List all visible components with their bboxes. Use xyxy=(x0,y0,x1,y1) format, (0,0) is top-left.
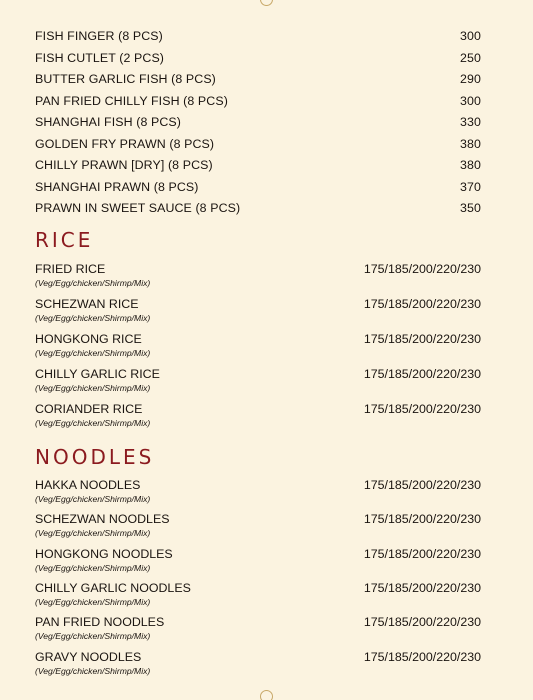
item-name: BUTTER GARLIC FISH (8 PCS) xyxy=(35,72,216,86)
menu-item-pan-fried-chilly-fish xyxy=(35,94,481,109)
item-name: PAN FRIED CHILLY FISH (8 PCS) xyxy=(35,93,228,108)
item-variants: (Veg/Egg/chicken/Shirmp/Mix) xyxy=(35,313,151,323)
item-name: CHILLY GARLIC NOODLES xyxy=(35,581,191,595)
item-variants: (Veg/Egg/chicken/Shirmp/Mix) xyxy=(35,348,151,358)
item-price: 370 xyxy=(460,179,481,194)
item-name: SCHEZWAN NOODLES xyxy=(35,512,170,526)
menu-item-fish-finger xyxy=(35,29,481,44)
item-name: PAN FRIED NOODLES xyxy=(35,615,165,629)
item-name: PRAWN IN SWEET SAUCE (8 PCS) xyxy=(35,201,241,215)
item-price: 290 xyxy=(460,72,481,86)
item-price: 330 xyxy=(460,115,481,129)
menu-item-shanghai-prawn xyxy=(35,180,481,195)
item-variants: (Veg/Egg/chicken/Shirmp/Mix) xyxy=(35,383,151,393)
item-price: 250 xyxy=(460,50,481,65)
menu-item-chilly-garlic-rice xyxy=(35,367,481,397)
item-name: SCHEZWAN RICE xyxy=(35,297,139,311)
item-price: 350 xyxy=(460,201,481,215)
menu-item-hongkong-noodles xyxy=(35,547,481,577)
menu-item-coriander-rice xyxy=(35,402,481,432)
menu-item-prawn-in-sweet-sauce xyxy=(35,201,481,216)
item-name: CHILLY PRAWN [DRY] (8 PCS) xyxy=(35,158,213,172)
item-variants: (Veg/Egg/chicken/Shirmp/Mix) xyxy=(35,631,151,641)
menu-item-golden-fry-prawn xyxy=(35,137,481,152)
item-price: 175/185/200/220/230 xyxy=(363,512,481,526)
item-price: 175/185/200/220/230 xyxy=(363,262,481,276)
binding-ring-icon xyxy=(260,0,273,6)
menu-item-pan-fried-noodles xyxy=(35,615,481,645)
menu-item-chilly-garlic-noodles xyxy=(35,581,481,611)
menu-item-fish-cutlet xyxy=(35,51,481,66)
item-price: 175/185/200/220/230 xyxy=(363,615,481,629)
menu-item-hongkong-rice xyxy=(35,332,481,362)
item-name: GOLDEN FRY PRAWN (8 PCS) xyxy=(35,136,215,151)
item-price: 175/185/200/220/230 xyxy=(363,332,481,346)
item-variants: (Veg/Egg/chicken/Shirmp/Mix) xyxy=(35,666,151,676)
item-name: FISH FINGER (8 PCS) xyxy=(35,29,163,43)
item-variants: (Veg/Egg/chicken/Shirmp/Mix) xyxy=(35,597,151,607)
item-price: 175/185/200/220/230 xyxy=(363,367,481,381)
menu-item-fried-rice xyxy=(35,262,481,292)
item-price: 300 xyxy=(460,93,481,108)
item-name: FRIED RICE xyxy=(35,262,106,276)
item-name: HONGKONG RICE xyxy=(35,332,142,346)
item-name: SHANGHAI FISH (8 PCS) xyxy=(35,115,181,129)
item-name: SHANGHAI PRAWN (8 PCS) xyxy=(35,179,199,194)
menu-item-butter-garlic-fish xyxy=(35,72,481,87)
item-name: HAKKA NOODLES xyxy=(35,478,141,492)
item-price: 175/185/200/220/230 xyxy=(363,402,481,416)
menu-item-shanghai-fish xyxy=(35,115,481,130)
menu-item-schezwan-rice xyxy=(35,297,481,327)
item-name: FISH CUTLET (2 PCS) xyxy=(35,50,165,65)
item-variants: (Veg/Egg/chicken/Shirmp/Mix) xyxy=(35,278,151,288)
menu-item-gravy-noodles xyxy=(35,650,481,680)
item-price: 175/185/200/220/230 xyxy=(363,547,481,561)
menu-item-hakka-noodles xyxy=(35,478,481,508)
item-price: 175/185/200/220/230 xyxy=(363,581,481,595)
menu-item-chilly-prawn-dry xyxy=(35,158,481,173)
section-title-noodles: NOODLES xyxy=(35,445,155,469)
binding-ring-icon xyxy=(260,690,273,700)
item-name: CHILLY GARLIC RICE xyxy=(35,367,160,381)
item-price: 300 xyxy=(460,29,481,43)
item-name: GRAVY NOODLES xyxy=(35,650,142,664)
item-variants: (Veg/Egg/chicken/Shirmp/Mix) xyxy=(35,563,151,573)
item-name: CORIANDER RICE xyxy=(35,402,143,416)
item-variants: (Veg/Egg/chicken/Shirmp/Mix) xyxy=(35,494,151,504)
item-variants: (Veg/Egg/chicken/Shirmp/Mix) xyxy=(35,528,151,538)
item-price: 175/185/200/220/230 xyxy=(363,297,481,311)
item-price: 380 xyxy=(460,158,481,172)
item-price: 380 xyxy=(460,136,481,151)
section-title-rice: RICE xyxy=(35,228,94,252)
item-variants: (Veg/Egg/chicken/Shirmp/Mix) xyxy=(35,418,151,428)
item-price: 175/185/200/220/230 xyxy=(363,478,481,492)
menu-item-schezwan-noodles xyxy=(35,512,481,542)
item-price: 175/185/200/220/230 xyxy=(363,650,481,664)
item-name: HONGKONG NOODLES xyxy=(35,547,173,561)
